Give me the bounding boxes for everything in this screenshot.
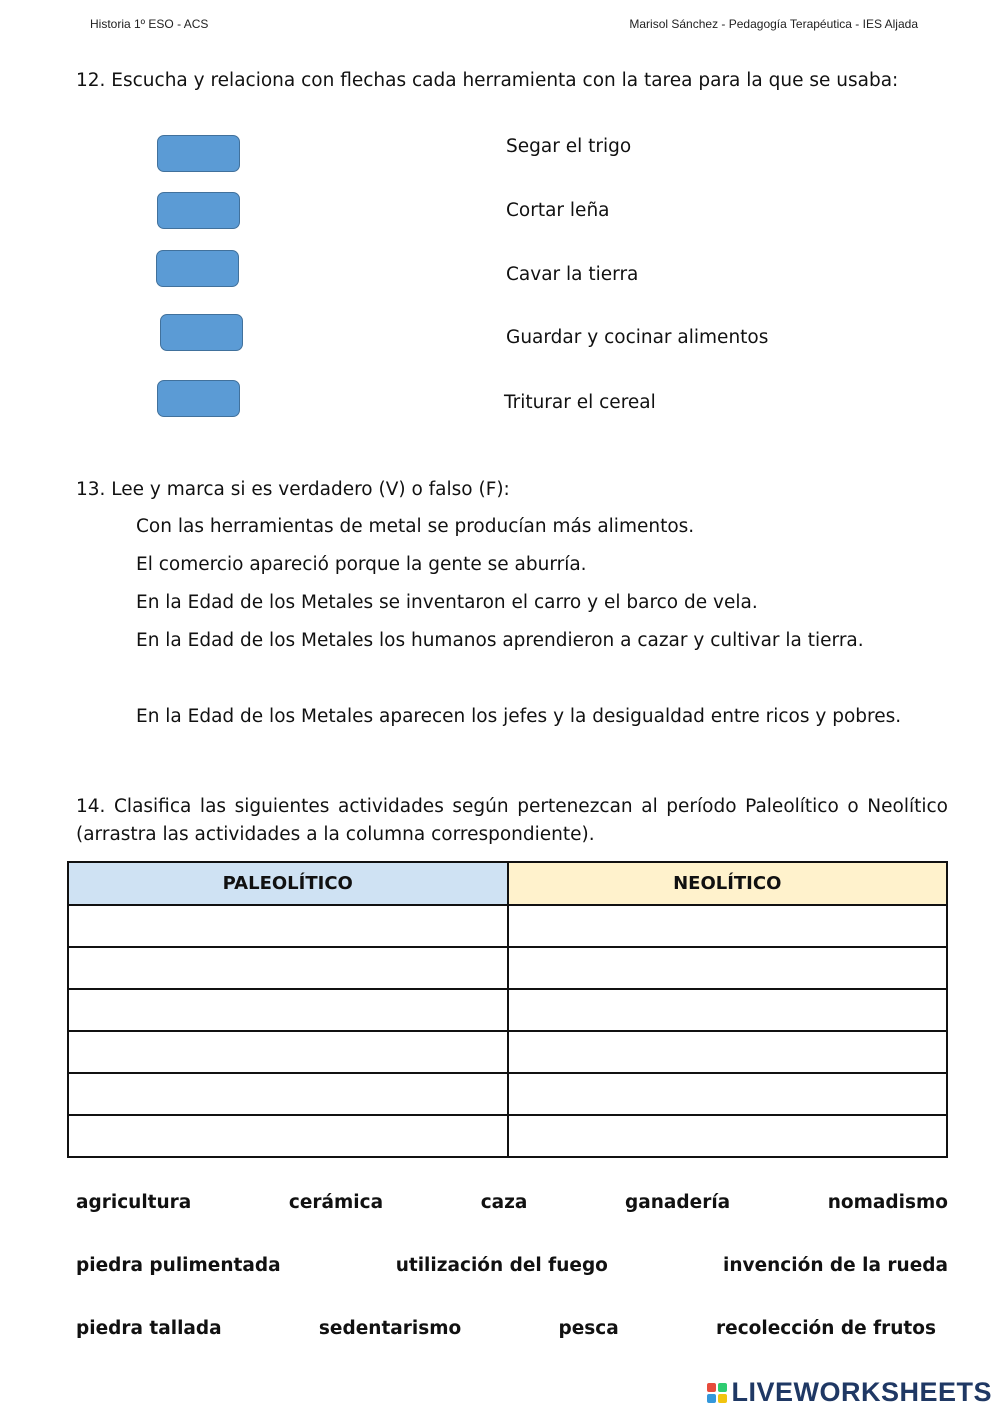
header-author: Marisol Sánchez - Pedagogía Terapéutica - IES Aljada xyxy=(629,17,918,31)
word-chip[interactable]: nomadismo xyxy=(827,1192,948,1213)
vf-statement-3[interactable]: En la Edad de los Metales se inventaron el carro y el barco de vela. xyxy=(136,592,758,613)
neo-dropzone[interactable] xyxy=(508,1031,948,1073)
neo-dropzone[interactable] xyxy=(508,989,948,1031)
neo-dropzone[interactable] xyxy=(508,947,948,989)
word-chip[interactable]: utilización del fuego xyxy=(395,1255,608,1276)
word-chip[interactable]: invención de la rueda xyxy=(723,1255,948,1276)
liveworksheets-logo-icon xyxy=(707,1383,727,1403)
header-course: Historia 1º ESO - ACS xyxy=(90,17,209,31)
task-item-1[interactable]: Segar el trigo xyxy=(506,136,632,157)
column-header-paleolitico: PALEOLÍTICO xyxy=(68,862,508,905)
word-chip[interactable]: agricultura xyxy=(76,1192,192,1213)
word-bank-row-1 xyxy=(76,1192,948,1213)
paleo-dropzone[interactable] xyxy=(68,947,508,989)
word-chip[interactable]: pesca xyxy=(558,1318,619,1339)
word-bank-row-3 xyxy=(76,1318,936,1339)
liveworksheets-logo xyxy=(707,1377,992,1408)
paleo-dropzone[interactable] xyxy=(68,989,508,1031)
word-chip[interactable]: piedra pulimentada xyxy=(76,1255,281,1276)
brand-name: LIVEWORKSHEETS xyxy=(731,1377,992,1407)
neo-dropzone[interactable] xyxy=(508,1073,948,1115)
word-chip[interactable]: recolección de frutos xyxy=(716,1318,936,1339)
word-chip[interactable]: ganadería xyxy=(625,1192,731,1213)
word-chip[interactable]: sedentarismo xyxy=(318,1318,462,1339)
q14-prompt: 14. Clasifica las siguientes actividades según pertenezcan al período Paleolítico o Neolítico (arrastra las actividades a la columna correspondiente). xyxy=(76,796,948,845)
paleo-dropzone[interactable] xyxy=(68,1031,508,1073)
tool-dropzone-3[interactable] xyxy=(156,250,239,287)
paleo-dropzone[interactable] xyxy=(68,1115,508,1157)
task-item-4[interactable]: Guardar y cocinar alimentos xyxy=(506,327,769,348)
vf-statement-1[interactable]: Con las herramientas de metal se producían más alimentos. xyxy=(136,516,695,537)
tool-dropzone-5[interactable] xyxy=(157,380,240,417)
logo-square-icon xyxy=(718,1394,727,1403)
word-chip[interactable]: cerámica xyxy=(288,1192,384,1213)
vf-statement-5[interactable]: En la Edad de los Metales aparecen los jefes y la desigualdad entre ricos y pobres. xyxy=(136,706,902,727)
vf-statement-2[interactable]: El comercio apareció porque la gente se aburría. xyxy=(136,554,587,575)
task-item-2[interactable]: Cortar leña xyxy=(506,200,610,221)
task-item-3[interactable]: Cavar la tierra xyxy=(506,264,639,285)
tool-dropzone-1[interactable] xyxy=(157,135,240,172)
column-header-neolitico: NEOLÍTICO xyxy=(508,862,948,905)
paleo-dropzone[interactable] xyxy=(68,905,508,947)
logo-square-icon xyxy=(707,1394,716,1403)
classification-table xyxy=(67,861,948,1158)
tool-dropzone-2[interactable] xyxy=(157,192,240,229)
logo-square-icon xyxy=(707,1383,716,1392)
paleo-dropzone[interactable] xyxy=(68,1073,508,1115)
logo-square-icon xyxy=(718,1383,727,1392)
vf-statement-4[interactable]: En la Edad de los Metales los humanos aprendieron a cazar y cultivar la tierra. xyxy=(136,630,864,651)
tool-dropzone-4[interactable] xyxy=(160,314,243,351)
word-bank-row-2 xyxy=(76,1255,948,1276)
neo-dropzone[interactable] xyxy=(508,1115,948,1157)
q12-prompt: 12. Escucha y relaciona con flechas cada herramienta con la tarea para la que se usaba: xyxy=(76,70,899,91)
q13-prompt: 13. Lee y marca si es verdadero (V) o falso (F): xyxy=(76,479,510,500)
task-item-5[interactable]: Triturar el cereal xyxy=(504,392,656,413)
word-chip[interactable]: caza xyxy=(480,1192,528,1213)
word-chip[interactable]: piedra tallada xyxy=(76,1318,222,1339)
neo-dropzone[interactable] xyxy=(508,905,948,947)
